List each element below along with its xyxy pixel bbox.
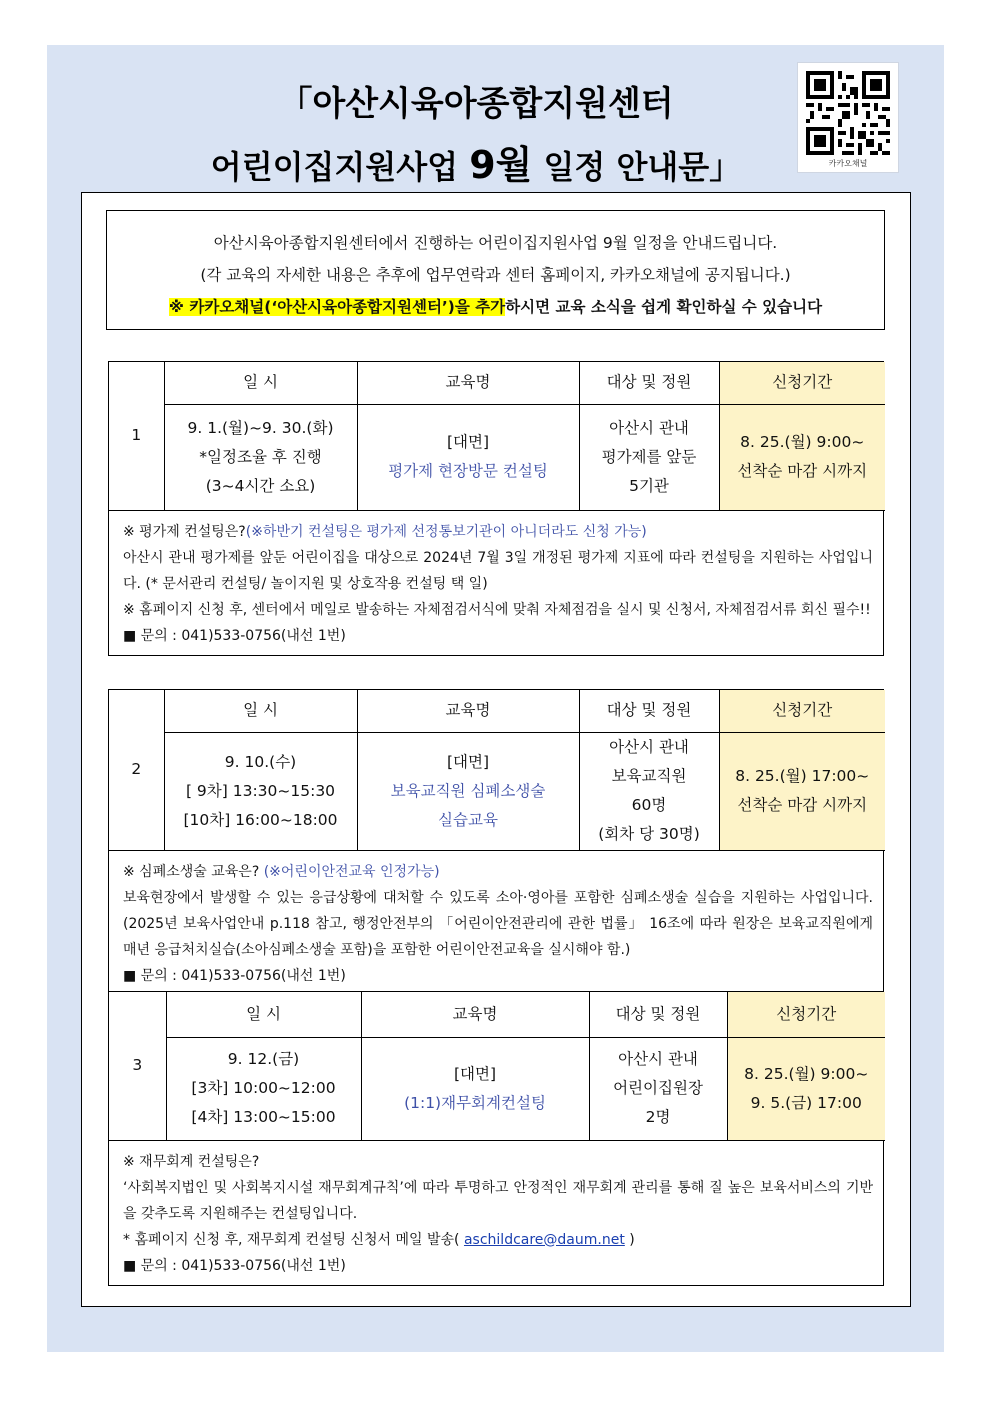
date-line: [ 9차] 13:30~15:30 [185,781,336,800]
title-suffix: 일정 안내문」 [543,148,742,186]
target-line: (회차 당 30명) [598,825,700,843]
notes-extra-suffix: ) [624,1231,635,1248]
intro-line-1: 아산시육아종합지원센터에서 진행하는 어린이집지원사업 9월 일정을 안내드립니다. [213,234,778,252]
header-target: 대상 및 정원 [589,992,727,1037]
schedule-section-3 [108,991,884,1286]
cell-course [361,1037,589,1140]
notes-question: ※ 재무회계 컨설팅은? [123,1153,260,1170]
target-line: 아산시 관내 [609,738,689,756]
header-course: 교육명 [361,992,589,1037]
apply-line: 8. 25.(월) 17:00~ [735,767,870,785]
notes-question-sub: (※하반기 컨설팅은 평가제 선정통보기관이 아니더라도 신청 가능) [245,523,647,540]
date-line: [3차] 10:00~12:00 [191,1079,336,1097]
date-line: 9. 1.(월)~9. 30.(화) [187,418,334,437]
notes-extra-prefix: * 홈페이지 신청 후, 재무회계 컨설팅 신청서 메일 발송( [123,1231,464,1248]
course-type: [대면] [446,752,490,771]
header-date: 일 시 [164,690,357,732]
course-type: [대면] [446,433,490,451]
course-name: 평가제 현장방문 컨설팅 [388,462,548,480]
notes-question-sub: (※어린이안전교육 인정가능) [263,863,440,880]
apply-line: 선착순 마감 시까지 [737,462,868,480]
notes-contact: ■ 문의 : 041)533-0756(내선 1번) [123,967,346,984]
notes-contact: ■ 문의 : 041)533-0756(내선 1번) [123,1257,346,1274]
target-line: 60명 [631,796,667,814]
qr-code-icon [806,71,890,155]
cell-apply [727,1037,885,1140]
target-line: 아산시 관내 [618,1050,698,1068]
date-line: (3~4시간 소요) [205,476,316,495]
apply-line: 8. 25.(월) 9:00~ [740,433,865,451]
target-line: 5기관 [629,476,669,495]
header-apply: 신청기간 [727,992,885,1037]
date-line: [10차] 16:00~18:00 [183,810,338,829]
apply-line: 8. 25.(월) 9:00~ [744,1064,869,1083]
cell-date [166,1037,361,1140]
row-number: 2 [109,690,164,850]
date-line: [4차] 13:00~15:00 [191,1108,336,1126]
target-line: 보육교직원 [611,767,687,785]
kakao-notice-highlight: ※ 카카오채널(‘아산시육아종합지원센터’)을 추가 [168,298,506,316]
apply-line: 9. 5.(금) 17:00 [750,1093,862,1112]
section-notes-1 [109,511,883,655]
notes-extra [123,1227,873,1253]
title-program: 어린이집지원사업 [210,148,459,186]
course-name: 실습교육 [438,810,498,829]
title-month: 9월 [469,143,533,187]
notes-question: ※ 평가제 컨설팅은? [123,523,246,540]
header-apply: 신청기간 [719,362,885,404]
date-line: 9. 12.(금) [227,1050,300,1068]
cell-target [579,404,719,510]
target-line: 2명 [645,1108,671,1126]
header-date: 일 시 [164,362,357,404]
notes-extra: ※ 홈페이지 신청 후, 센터에서 메일로 발송하는 자체점검서식에 맞춰 자체점검을 실시 및 신청서, 자체점검서류 회신 필수!! [123,601,871,618]
row-number: 1 [109,362,164,510]
notes-body: 보육현장에서 발생할 수 있는 응급상황에 대처할 수 있도록 소아·영아를 포함한 심폐소생술 실습을 지원하는 사업입니다.(2025년 보육사업안내 p.118 참고, 행정안전부의 「어린이안전관리에 관한 법률」 16조에 따라 원장은 보육교직원에게 매년 응급처치실습(소아심폐소생술 포함)을 포함한 어린이안전교육을 실시해야 함.) [123,889,873,958]
course-name: 보육교직원 심폐소생술 [390,781,546,800]
course-type: [대면] [453,1064,497,1083]
target-line: 어린이집원장 [613,1079,703,1097]
notes-question: ※ 심폐소생술 교육은? [123,863,260,880]
course-name: (1:1)재무회계컨설팅 [404,1093,546,1112]
schedule-table-2 [109,690,885,851]
cell-date [164,732,357,850]
schedule-table-1 [109,362,885,511]
notes-body: ‘사회복지법인 및 사회복지시설 재무회계규칙’에 따라 투명하고 안정적인 재무회계 관리를 통해 질 높은 보육서비스의 기반을 갖추도록 지원해주는 컨설팅입니다. [123,1179,873,1222]
qr-caption: 카카오채널 [828,159,868,168]
date-line: 9. 10.(수) [224,752,297,771]
header-date: 일 시 [166,992,361,1037]
header-target: 대상 및 정원 [579,362,719,404]
notes-contact: ■ 문의 : 041)533-0756(내선 1번) [123,627,346,644]
schedule-section-1 [108,361,884,656]
section-notes-3 [109,1141,883,1285]
notes-body: 아산시 관내 평가제를 앞둔 어린이집을 대상으로 2024년 7월 3일 개정된 평가제 지표에 따라 컨설팅을 지원하는 사업입니다. (* 문서관리 컨설팅/ 놀이지원 및 상호작용 컨설팅 택 일) [123,549,873,592]
intro-box [106,210,885,330]
cell-target [579,732,719,850]
intro-line-3 [107,295,884,317]
intro-line-2: (각 교육의 자세한 내용은 추후에 업무연락과 센터 홈페이지, 카카오채널에 공지됩니다.) [200,266,791,284]
target-line: 평가제를 앞둔 [601,447,697,466]
cell-course [357,732,579,850]
header-course: 교육명 [357,362,579,404]
apply-line: 선착순 마감 시까지 [737,796,868,814]
header-course: 교육명 [357,690,579,732]
cell-target [589,1037,727,1140]
kakao-notice-rest: 하시면 교육 소식을 쉽게 확인하실 수 있습니다 [505,298,823,316]
cell-date [164,404,357,510]
kakao-qr-code[interactable] [797,62,899,173]
schedule-table-3 [109,992,885,1141]
target-line: 아산시 관내 [609,418,689,437]
cell-course [357,404,579,510]
date-line: *일정조율 후 진행 [199,447,322,466]
email-link[interactable]: aschildcare@daum.net [463,1231,625,1248]
header-apply: 신청기간 [719,690,885,732]
page-title-line1: 「아산시육아종합지원센터 [278,84,674,124]
header-target: 대상 및 정원 [579,690,719,732]
cell-apply [719,732,885,850]
cell-apply [719,404,885,510]
section-notes-2 [109,851,883,995]
row-number: 3 [109,992,166,1140]
schedule-section-2 [108,689,884,996]
